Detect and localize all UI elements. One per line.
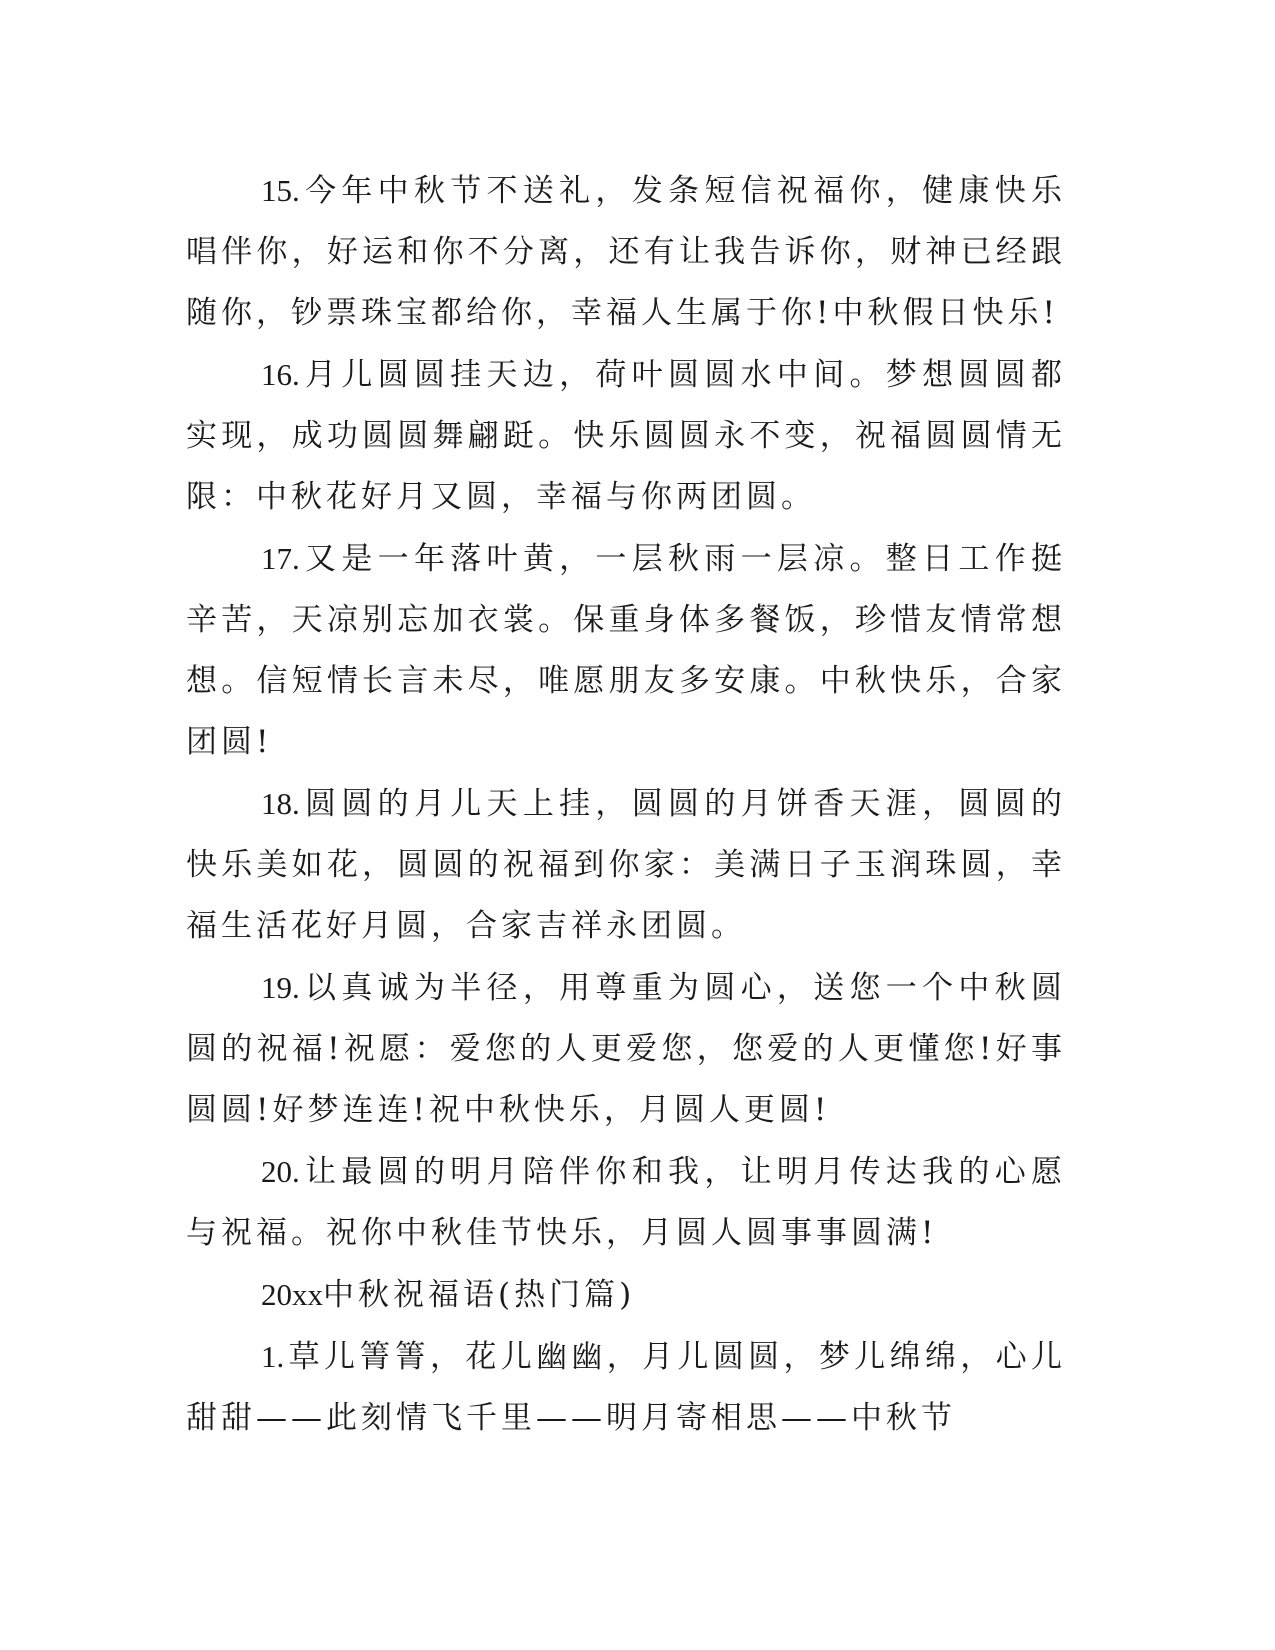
section-heading-text: 中秋祝福语(热门篇) <box>323 1277 636 1313</box>
greeting-paragraph-18 <box>186 773 1066 957</box>
paragraph-number: 19. <box>261 970 300 1005</box>
paragraph-text: 以真诚为半径，用尊重为圆心，送您一个中秋圆圆的祝福!祝愿：爱您的人更爱您，您爱的人更懂您!好事圆圆!好梦连连!祝中秋快乐，月圆人更圆! <box>186 970 1066 1128</box>
paragraph-text: 让最圆的明月陪伴你和我，让明月传达我的心愿与祝福。祝你中秋佳节快乐，月圆人圆事事圆满! <box>186 1154 1066 1251</box>
paragraph-number: 1. <box>261 1339 285 1374</box>
section-heading <box>186 1264 1066 1326</box>
greeting-paragraph-16 <box>186 344 1066 528</box>
greeting-paragraph-15 <box>186 160 1066 344</box>
greeting-paragraph-17 <box>186 528 1066 773</box>
paragraph-text: 又是一年落叶黄，一层秋雨一层凉。整日工作挺辛苦，天凉别忘加衣裳。保重身体多餐饭，珍惜友情常想想。信短情长言未尽，唯愿朋友多安康。中秋快乐，合家团圆! <box>186 541 1066 760</box>
paragraph-number: 15. <box>261 173 300 208</box>
greeting-paragraph-19 <box>186 957 1066 1141</box>
greeting-paragraph-1 <box>186 1326 1066 1449</box>
paragraph-text: 圆圆的月儿天上挂，圆圆的月饼香天涯，圆圆的快乐美如花，圆圆的祝福到你家：美满日子玉润珠圆，幸福生活花好月圆，合家吉祥永团圆。 <box>186 786 1066 944</box>
paragraph-number: 17. <box>261 541 300 576</box>
paragraph-number: 18. <box>261 786 300 821</box>
paragraph-text: 月儿圆圆挂天边，荷叶圆圆水中间。梦想圆圆都实现，成功圆圆舞翩跹。快乐圆圆永不变，祝福圆圆情无限：中秋花好月又圆，幸福与你两团圆。 <box>186 357 1066 515</box>
greeting-paragraph-20 <box>186 1141 1066 1264</box>
paragraph-text: 草儿箐箐，花儿幽幽，月儿圆圆，梦儿绵绵，心儿甜甜——此刻情飞千里——明月寄相思——中秋节 <box>186 1339 1066 1436</box>
paragraph-number: 20. <box>261 1154 300 1189</box>
document-body <box>186 160 1066 1449</box>
paragraph-number: 16. <box>261 357 300 392</box>
paragraph-text: 今年中秋节不送礼，发条短信祝福你，健康快乐唱伴你，好运和你不分离，还有让我告诉你，财神已经跟随你，钞票珠宝都给你，幸福人生属于你!中秋假日快乐! <box>186 173 1066 331</box>
section-heading-year: 20xx <box>261 1277 323 1312</box>
